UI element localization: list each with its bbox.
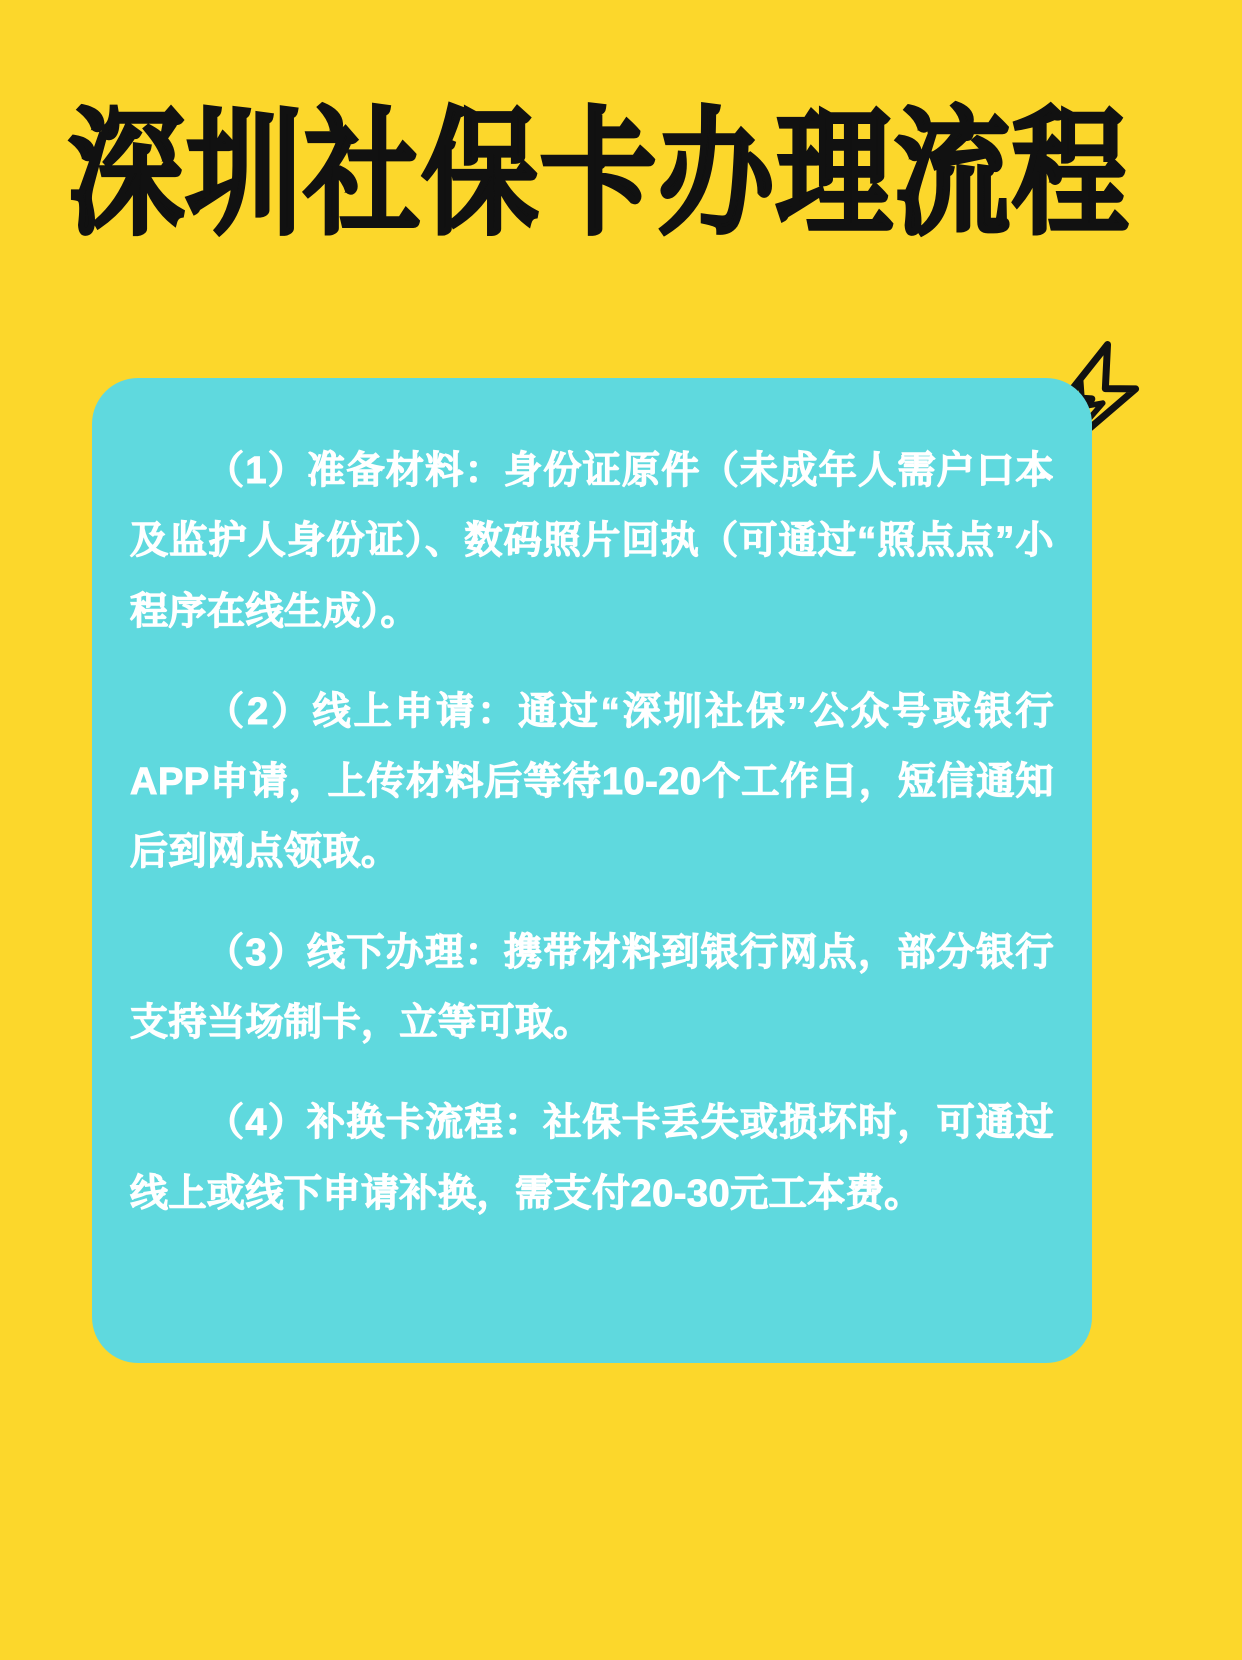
step-item-3: （3）线下办理：携带材料到银行网点，部分银行支持当场制卡，立等可取。 [130, 931, 1054, 1045]
step-item-1: （1）准备材料：身份证原件（未成年人需户口本及监护人身份证）、数码照片回执（可通过“照点点”小程序在线生成）。 [130, 450, 1054, 633]
step-item-2: （2）线上申请：通过“深圳社保”公众号或银行APP申请，上传材料后等待10-20个工作日，短信通知后到网点领取。 [130, 690, 1054, 874]
steps-list [122, 436, 1062, 1229]
step-item-4: （4）补换卡流程：社保卡丢失或损坏时，可通过线上或线下申请补换，需支付20-30元工本费。 [130, 1102, 1054, 1215]
steps-card [92, 378, 1092, 1363]
page-title: 深圳社保卡办理流程 [68, 97, 1130, 251]
